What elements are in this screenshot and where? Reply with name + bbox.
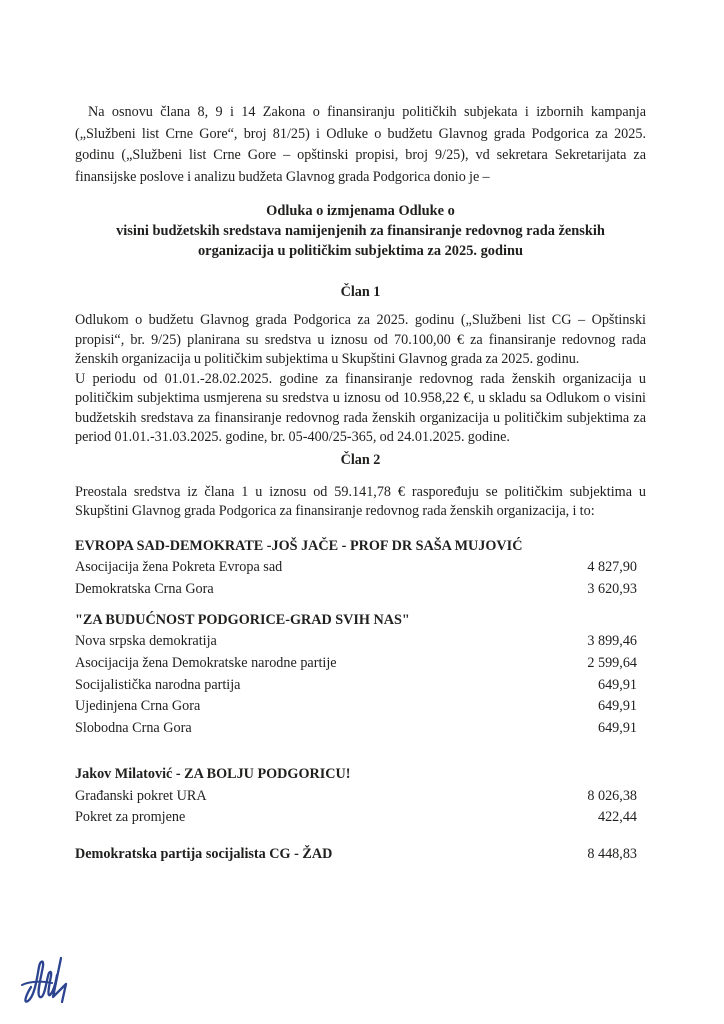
party-name: Pokret za promjene: [75, 809, 186, 826]
party-name: Asocijacija žena Demokratske narodne partije: [75, 654, 337, 671]
allocation-row: [75, 579, 646, 601]
allocation-amount: 649,91: [597, 720, 637, 737]
document-title-line-2: visini budžetskih sredstava namijenjenih za finansiranje redovnog rada ženskih: [116, 223, 605, 239]
allocation-amount: 649,91: [597, 676, 637, 693]
party-name: Demokratska Crna Gora: [75, 580, 214, 597]
handwritten-signature: [16, 950, 84, 1014]
coalition-group-jakov-milatovic: [75, 764, 646, 829]
coalition-group-heading: [75, 536, 646, 558]
allocation-amount: 4 827,90: [587, 559, 637, 575]
document-title: [75, 201, 646, 261]
allocations-list: [75, 536, 646, 866]
party-name: Nova srpska demokratija: [75, 633, 217, 650]
coalition-name: Jakov Milatović - ZA BOLJU PODGORICU!: [75, 766, 351, 783]
allocation-amount: 8 448,83: [587, 846, 637, 863]
coalition-group-dps-zad: [75, 844, 646, 866]
article-2-heading: Član 2: [340, 451, 381, 468]
coalition-group-evropa-sad: [75, 536, 646, 601]
allocation-amount: 422,44: [597, 809, 637, 826]
allocation-amount: 3 899,46: [587, 633, 637, 650]
document-title-line-3: organizacija u političkim subjektima za 2025. godinu: [197, 243, 523, 259]
party-name: Ujedinjena Crna Gora: [75, 698, 201, 715]
article-1-paragraph-1: Odlukom o budžetu Glavnog grada Podgorica za 2025. godinu („Službeni list CG – Opštinski propisi“, br. 9/25) planirana su sredstva u iznosu od 70.100,00 € za finansiranje redovnog rada ženskih organizacija u političkim subjektima u Skupštini Glavnog grada za 2025. godinu.: [75, 312, 646, 367]
coalition-group-za-buducnost-podgorice: [75, 610, 646, 740]
coalition-group-heading: [75, 610, 646, 632]
allocation-row: [75, 631, 646, 653]
allocation-row: [75, 718, 646, 740]
allocation-row: [75, 675, 646, 697]
intro-paragraph: Na osnovu člana 8, 9 i 14 Zakona o finansiranju političkih subjekata i izbornih kampanja („Službeni list Crne Gore“, broj 81/25) i Odluke o budžetu Glavnog grada Podgorica za 2025. godinu („Službeni list Crne Gore – opštinski propisi, broj 9/25), vd sekretara Sekretarijata za finansijske poslove i analizu budžeta Glavnog grada Podgorica donio je –: [75, 104, 646, 185]
party-name: Građanski pokret URA: [75, 787, 207, 804]
coalition-group-heading: [75, 844, 646, 866]
allocation-amount: 2 599,64: [587, 654, 637, 671]
article-1-heading: Član 1: [340, 284, 381, 300]
coalition-name: "ZA BUDUĆNOST PODGORICE-GRAD SVIH NAS": [75, 611, 410, 628]
allocation-amount: 3 620,93: [587, 580, 637, 597]
allocation-row: [75, 557, 646, 579]
allocation-row: [75, 786, 646, 808]
party-name: Socijalistička narodna partija: [75, 676, 241, 693]
party-name: Slobodna Crna Gora: [75, 720, 192, 737]
party-name: Asocijacija žena Pokreta Evropa sad: [75, 559, 283, 575]
allocation-row: [75, 807, 646, 829]
allocation-amount: 649,91: [597, 698, 637, 715]
document-title-line-1: Odluka o izmjenama Odluke o: [266, 203, 455, 219]
article-2-paragraph-1: Preostala sredstva iz člana 1 u iznosu od 59.141,78 € raspoređuju se političkim subjektima u Skupštini Glavnog grada Podgorica za finansiranje redovnog rada ženskih organizacija, i to:: [75, 483, 646, 519]
allocation-row: [75, 653, 646, 675]
allocation-amount: 8 026,38: [587, 787, 637, 804]
coalition-group-heading: [75, 764, 646, 786]
coalition-name: Demokratska partija socijalista CG - ŽAD: [75, 846, 333, 863]
allocation-row: [75, 696, 646, 718]
coalition-name: EVROPA SAD-DEMOKRATE -JOŠ JAČE - PROF DR SAŠA MUJOVIĆ: [75, 537, 523, 554]
article-1-paragraph-2: U periodu od 01.01.-28.02.2025. godine za finansiranje redovnog rada ženskih organizacija u političkim subjektima usmjerena su sredstva u iznosu od 10.958,22 €, u skladu sa Odlukom o visini budžetskih sredstava za finansiranje redovnog rada ženskih organizacija u političkim subjektima za period 01.01.-31.03.2025. godine, br. 05-400/25-365, od 24.01.2025. godine.: [75, 370, 646, 445]
